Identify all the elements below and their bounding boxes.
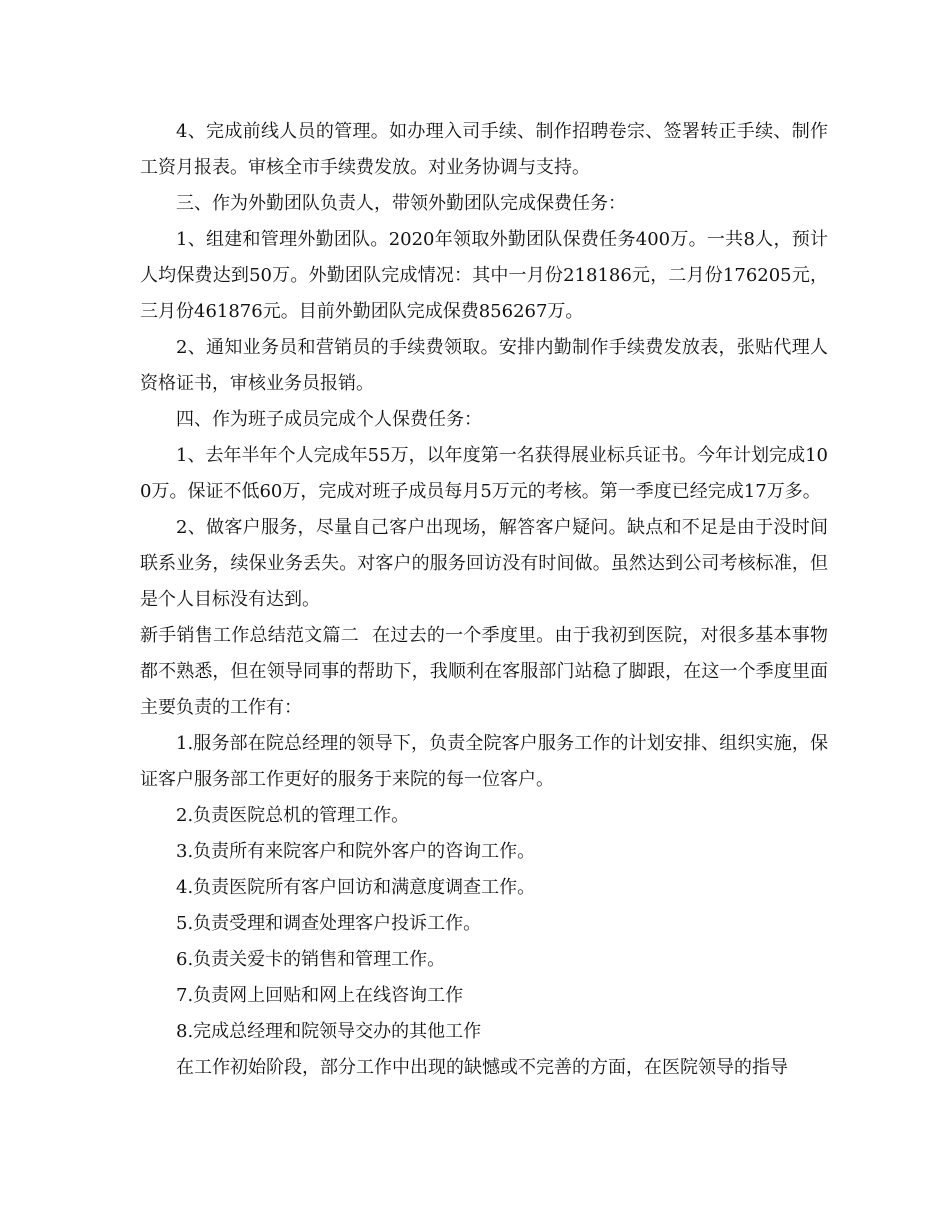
list-item-8: 8.完成总经理和院领导交办的其他工作 bbox=[176, 1021, 482, 1042]
heading-field-team-leader: 三、作为外勤团队负责人，带领外勤团队完成保费任务： bbox=[176, 193, 626, 214]
list-item-5: 5.负责受理和调查处理客户投诉工作。 bbox=[176, 913, 482, 934]
list-item-6: 6.负责关爱卡的销售和管理工作。 bbox=[176, 949, 446, 970]
list-item-7: 7.负责网上回贴和网上在线咨询工作 bbox=[176, 985, 464, 1006]
paragraph-customer-service: 2、做客户服务，尽量自己客户出现场，解答客户疑问。缺点和不足是由于没时间联系业务，续保业务丢失。对客户的服务回访没有时间做。虽然达到公司考核标准，但是个人目标没有达到。 bbox=[140, 517, 828, 610]
document-body bbox=[140, 114, 828, 1086]
list-item-1: 1.服务部在院总经理的领导下，负责全院客户服务工作的计划安排、组织实施，保证客户服务部工作更好的服务于来院的每一位客户。 bbox=[140, 733, 828, 790]
list-item-3: 3.负责所有来院客户和院外客户的咨询工作。 bbox=[176, 841, 536, 862]
paragraph-field-team-build: 1、组建和管理外勤团队。2020年领取外勤团队保费任务400万。一共8人，预计人均保费达到50万。外勤团队完成情况：其中一月份218186元，二月份176205元，三月份461876元。目前外勤团队完成保费856267万。 bbox=[140, 229, 828, 322]
paragraph-initial-stage: 在工作初始阶段，部分工作中出现的缺憾或不完善的方面，在医院领导的指导 bbox=[176, 1057, 788, 1078]
paragraph-commission-notice: 2、通知业务员和营销员的手续费领取。安排内勤制作手续费发放表，张贴代理人资格证书，审核业务员报销。 bbox=[140, 337, 828, 394]
paragraph-front-line-management: 4、完成前线人员的管理。如办理入司手续、制作招聘卷宗、签署转正手续、制作工资月报表。审核全市手续费发放。对业务协调与支持。 bbox=[140, 121, 828, 178]
paragraph-personal-results: 1、去年半年个人完成年55万，以年度第一名获得展业标兵证书。今年计划完成100万。保证不低60万，完成对班子成员每月5万元的考核。第一季度已经完成17万多。 bbox=[140, 445, 828, 502]
paragraph-sample-two-intro: 新手销售工作总结范文篇二 在过去的一个季度里。由于我初到医院，对很多基本事物都不熟悉，但在领导同事的帮助下，我顺利在客服部门站稳了脚跟，在这一个季度里面主要负责的工作有： bbox=[140, 625, 829, 718]
list-item-4: 4.负责医院所有客户回访和满意度调查工作。 bbox=[176, 877, 536, 898]
list-item-2: 2.负责医院总机的管理工作。 bbox=[176, 805, 410, 826]
heading-personal-premium: 四、作为班子成员完成个人保费任务： bbox=[176, 409, 482, 430]
